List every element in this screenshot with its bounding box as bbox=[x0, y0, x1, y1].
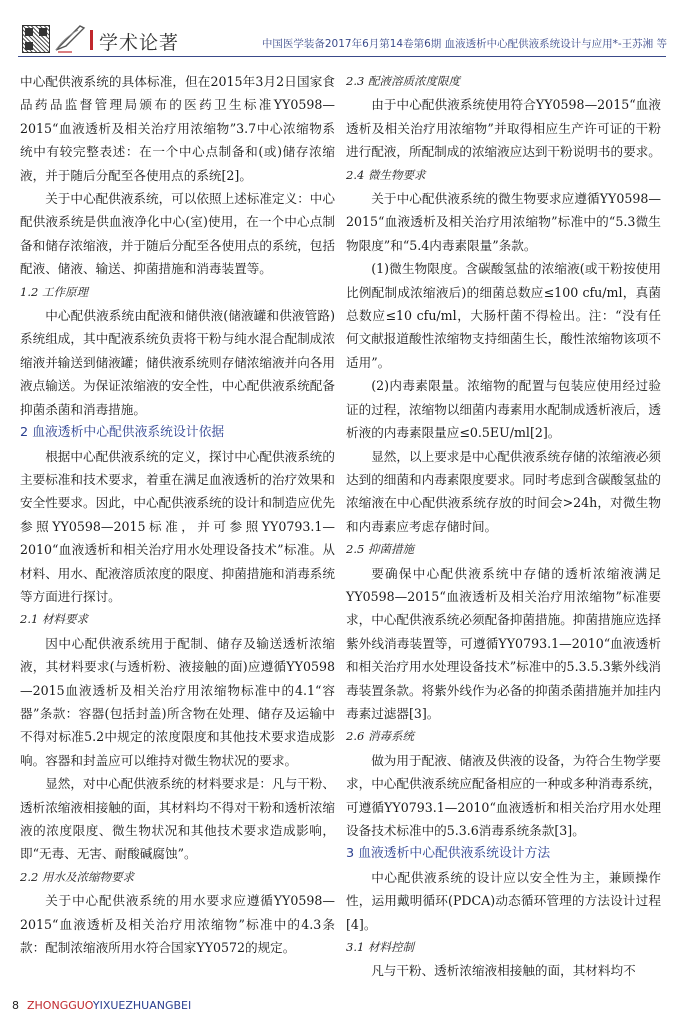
section-heading: 3 血液透析中心配供液系统设计方法 bbox=[346, 846, 551, 862]
magazine-name-part-b: YIXUEZHUANGBEI bbox=[92, 999, 192, 1012]
body-paragraph: 关于中心配供液系统，可以依照上述标准定义：中心配供液系统是供血液净化中心(室)使用，在一个中心点制备和储存浓缩液，并于随后分配至各使用点的系统，包括配液、储液、输送、抑菌措施和消毒装置等。 bbox=[20, 191, 335, 277]
body-paragraph: 要确保中心配供液系统中存储的透析浓缩液满足YY0598—2015“血液透析及相关治疗用浓缩物”标准要求，中心配供液系统必须配备抑菌措施。抑菌措施应选择紫外线消毒装置等，可遵循YY0793.1—2010“血液透析和相关治疗用水处理设备技术”标准中的5.3.5.3紫外线消毒装置条款。将紫外线作为必备的抑菌杀菌措施并加挂内毒素过滤器[3]。 bbox=[346, 565, 661, 721]
running-head: 中国医学装备2017年6月第14卷第6期 血液透析中心配供液系统设计与应用*-王苏湘 等 bbox=[261, 38, 667, 50]
header-rule bbox=[18, 56, 666, 57]
body-paragraph: 凡与干粉、透析浓缩液相接触的面，其材料均不 bbox=[371, 963, 636, 979]
body-paragraph: 因中心配供液系统用于配制、储存及输送透析浓缩液，其材料要求(与透析粉、液接触的面)应遵循YY0598—2015血液透析及相关治疗用浓缩物标准中的4.1“容器”条款：容器(包括封盖)所含物在处理、储存及运输中不得对标准5.2中规定的浓度限度和其他技术要求造成影响。容器和封盖应可以维持对微生物状况的要求。 bbox=[20, 635, 335, 768]
right-column bbox=[346, 70, 661, 983]
magazine-name-part-a: ZHONGGUO bbox=[27, 999, 93, 1012]
subsection-heading: 2.6 消毒系统 bbox=[346, 729, 414, 744]
section-title: 学术论著 bbox=[99, 32, 180, 54]
body-paragraph: 关于中心配供液系统的用水要求应遵循YY0598—2015“血液透析及相关治疗用浓缩物”标准中的4.3条款：配制浓缩液所用水符合国家YY0572的规定。 bbox=[20, 893, 335, 956]
section-heading: 2 血液透析中心配供液系统设计依据 bbox=[20, 425, 225, 441]
body-paragraph: 中心配供液系统的具体标准，但在2015年3月2日国家食品药品监督管理局颁布的医药卫生标准YY0598—2015“血液透析及相关治疗用浓缩物”3.7中心浓缩物系统中有较完整表述：在一个中心点制备和(或)储存浓缩液，并于随后分配至各使用点的系统[2]。 bbox=[20, 74, 335, 183]
body-paragraph: 中心配供液系统由配液和储供液(储液罐和供液管路)系统组成，其中配液系统负责将干粉与纯水混合配制成浓缩液并输送到储液罐；储供液系统则存储浓缩液并向各用液点输送。为保证浓缩液的安全性，中心配供液系统配备抑菌杀菌和消毒措施。 bbox=[20, 308, 335, 417]
left-column bbox=[20, 70, 335, 959]
body-paragraph: 中心配供液系统的设计应以安全性为主，兼顾操作性，运用戴明循环(PDCA)动态循环管理的方法设计过程[4]。 bbox=[346, 869, 661, 932]
body-paragraph: 做为用于配液、储液及供液的设备，为符合生物学要求，中心配供液系统应配备相应的一种或多种消毒系统，可遵循YY0793.1—2010“血液透析和相关治疗用水处理设备技术标准中的5.3.6消毒系统条款[3]。 bbox=[346, 752, 661, 838]
body-paragraph: 显然，对中心配供液系统的材料要求是：凡与干粉、透析浓缩液相接触的面，其材料均不得对干粉和透析浓缩液的浓度限度、微生物状况和其他技术要求造成影响，即“无毒、无害、耐酸碱腐蚀”。 bbox=[20, 776, 335, 862]
body-paragraph: 由于中心配供液系统使用符合YY0598—2015“血液透析及相关治疗用浓缩物”并取得相应生产许可证的干粉进行配液，所配制成的浓缩液应达到干粉说明书的要求。 bbox=[346, 97, 661, 160]
body-paragraph: (1)微生物限度。含碳酸氢盐的浓缩液(或干粉按使用比例配制成浓缩液后)的细菌总数应≤100 cfu/ml，真菌总数应≤10 cfu/ml，大肠杆菌不得检出。注：“没有任何文献报道酸性浓缩物支持细菌生长，酸性浓缩物该项不适用”。 bbox=[346, 261, 661, 370]
qr-code-icon bbox=[22, 25, 50, 53]
body-paragraph: 关于中心配供液系统的微生物要求应遵循YY0598—2015“血液透析及相关治疗用浓缩物”标准中的“5.3微生物限度”和“5.4内毒素限量”条款。 bbox=[346, 191, 661, 253]
section-accent-bar bbox=[90, 30, 93, 50]
body-paragraph: 根据中心配供液系统的定义，探讨中心配供液系统的主要标准和技术要求，着重在满足血液透析的治疗效果和安全性要求。因此，中心配供液系统的设计和制造应优先参照YY0598—2015标准，并可参照YY0793.1—2010“血液透析和相关治疗用水处理设备技术”标准。从材料、用水、配液溶质浓度的限度、抑菌措施和消毒系统等方面进行探讨。 bbox=[20, 448, 335, 604]
subsection-heading: 1.2 工作原理 bbox=[20, 284, 88, 299]
subsection-heading: 2.5 抑菌措施 bbox=[346, 542, 414, 557]
subsection-heading: 3.1 材料控制 bbox=[346, 940, 414, 955]
page-footer bbox=[12, 999, 191, 1012]
subsection-heading: 2.4 微生物要求 bbox=[346, 167, 426, 182]
page-number: 8 bbox=[12, 999, 19, 1012]
subsection-heading: 2.2 用水及浓缩物要求 bbox=[20, 869, 134, 884]
body-paragraph: (2)内毒素限量。浓缩物的配置与包装应使用经过验证的过程，浓缩物以细菌内毒素用水配制成透析液后，透析液的内毒素限量应≤0.5EU/ml[2]。 bbox=[346, 378, 661, 441]
subsection-heading: 2.3 配液溶质浓度限度 bbox=[346, 74, 460, 88]
subsection-heading: 2.1 材料要求 bbox=[20, 612, 88, 627]
page-header bbox=[0, 0, 681, 62]
pen-icon bbox=[54, 24, 88, 54]
body-paragraph: 显然，以上要求是中心配供液系统存储的浓缩液必须达到的细菌和内毒素限度要求。同时考虑到含碳酸氢盐的浓缩液在中心配供液系统存放的时间会>24h，对微生物和内毒素应考虑存储时间。 bbox=[346, 448, 661, 534]
